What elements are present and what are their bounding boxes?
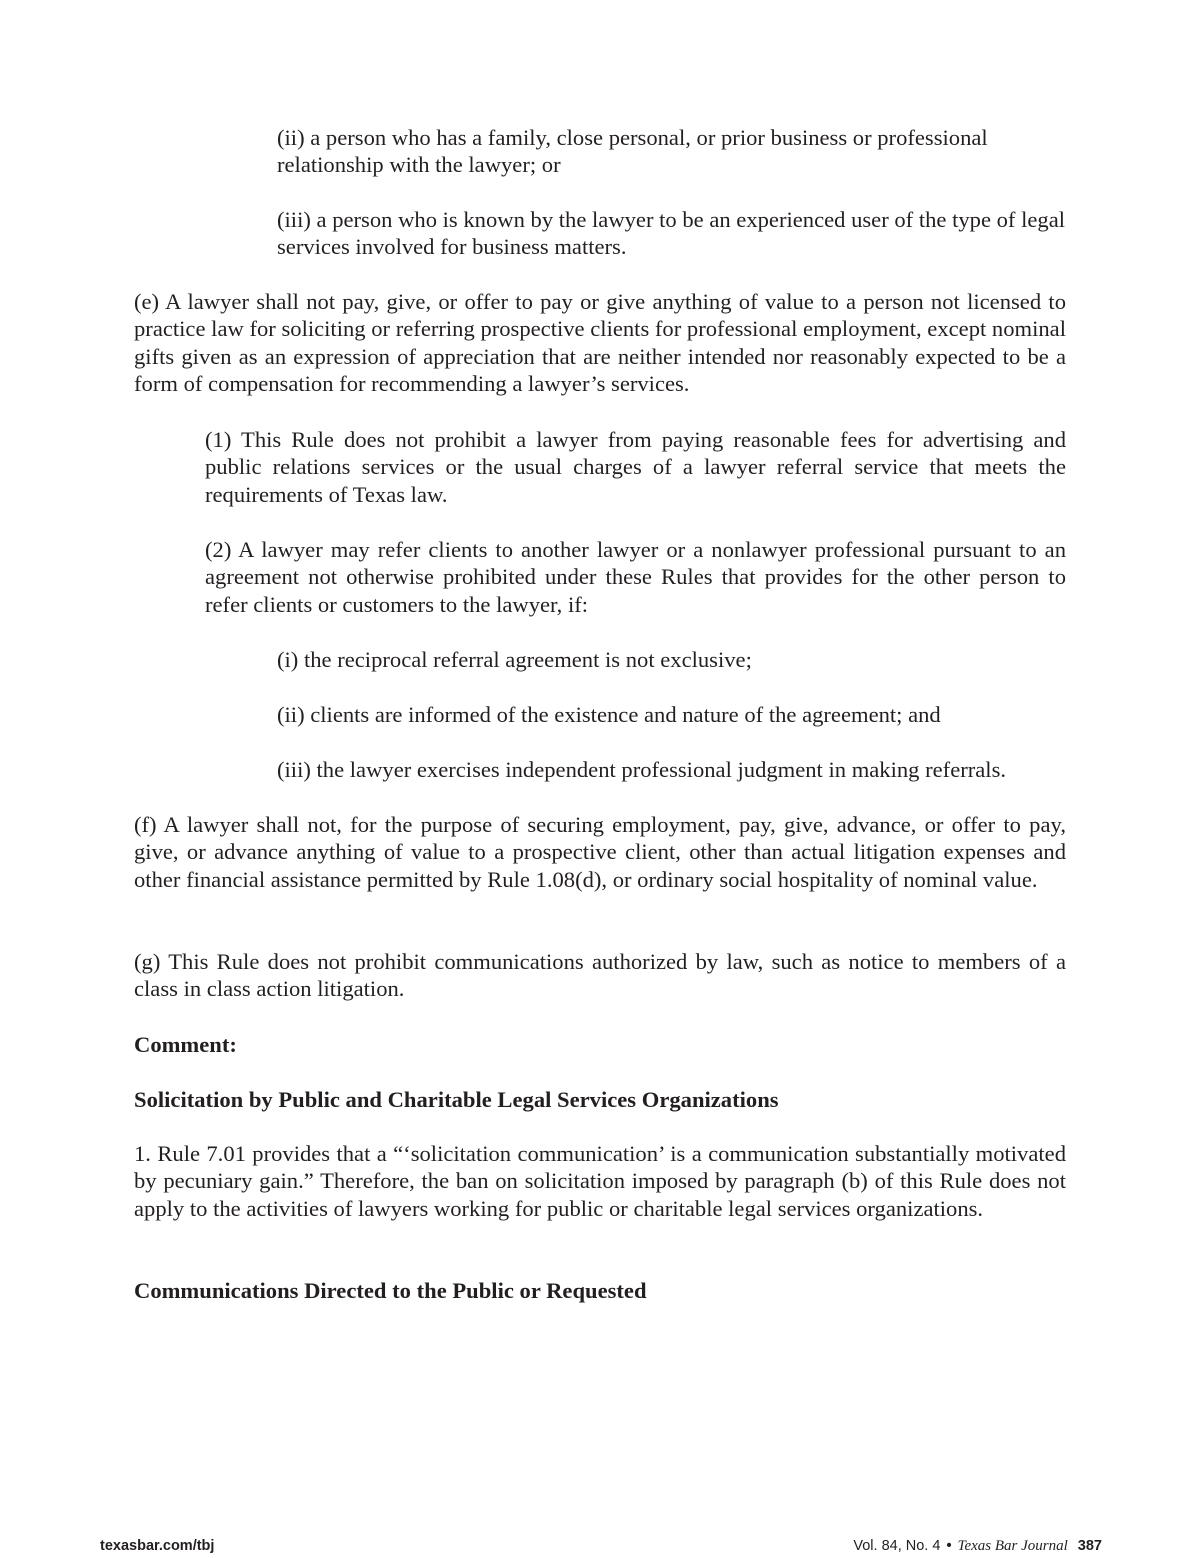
paragraph-e-1: (1) This Rule does not prohibit a lawyer from paying reasonable fees for advertising and public relations services or the usual charges of a lawyer referral service that meets the requirements of Texas law. xyxy=(205,427,1066,507)
footer-page-number: 387 xyxy=(1077,1538,1102,1554)
communications-subheading: Communications Directed to the Public or Requested xyxy=(134,1278,647,1303)
footer-issue-info xyxy=(853,1536,1102,1556)
comment-paragraph-1: 1. Rule 7.01 provides that a “‘solicitation communication’ is a communication substantially motivated by pecuniary gain.” Therefore, the ban on solicitation imposed by paragraph (b) of this Rule does not apply to the activities of lawyers working for public or charitable legal services organizations. xyxy=(134,1141,1066,1221)
paragraph-e-2: (2) A lawyer may refer clients to another lawyer or a nonlawyer professional pursuant to an agreement not otherwise prohibited under these Rules that provides for the other person to refer clients or customers to the lawyer, if: xyxy=(205,537,1066,617)
footer-website: texasbar.com/tbj xyxy=(100,1538,215,1554)
paragraph-e-2-ii: (ii) clients are informed of the existence and nature of the agreement; and xyxy=(277,702,941,727)
paragraph-e: (e) A lawyer shall not pay, give, or offer to pay or give anything of value to a person not licensed to practice law for soliciting or referring prospective clients for professional employment, except nominal gifts given as an expression of appreciation that are neither intended nor reasonably expected to be a form of compensation for recommending a lawyer’s services. xyxy=(134,289,1066,396)
paragraph-d-ii: (ii) a person who has a family, close personal, or prior business or professional relationship with the lawyer; or xyxy=(277,125,988,178)
comment-heading: Comment: xyxy=(134,1032,237,1057)
footer-bullet: • xyxy=(946,1538,952,1554)
paragraph-d-iii: (iii) a person who is known by the lawyer to be an experienced user of the type of legal services involved for business matters. xyxy=(277,207,1066,260)
paragraph-g: (g) This Rule does not prohibit communications authorized by law, such as notice to members of a class in class action litigation. xyxy=(134,949,1066,1002)
paragraph-e-2-i: (i) the reciprocal referral agreement is not exclusive; xyxy=(277,647,752,672)
footer-volume: Vol. 84, No. 4 xyxy=(853,1538,941,1554)
solicitation-subheading: Solicitation by Public and Charitable Legal Services Organizations xyxy=(134,1087,779,1112)
footer-journal-title: Texas Bar Journal xyxy=(957,1538,1068,1554)
paragraph-e-2-iii: (iii) the lawyer exercises independent professional judgment in making referrals. xyxy=(277,757,1007,782)
paragraph-f: (f) A lawyer shall not, for the purpose of securing employment, pay, give, advance, or offer to pay, give, or advance anything of value to a prospective client, other than actual litigation expenses and other financial assistance permitted by Rule 1.08(d), or ordinary social hospitality of nominal value. xyxy=(134,812,1066,892)
